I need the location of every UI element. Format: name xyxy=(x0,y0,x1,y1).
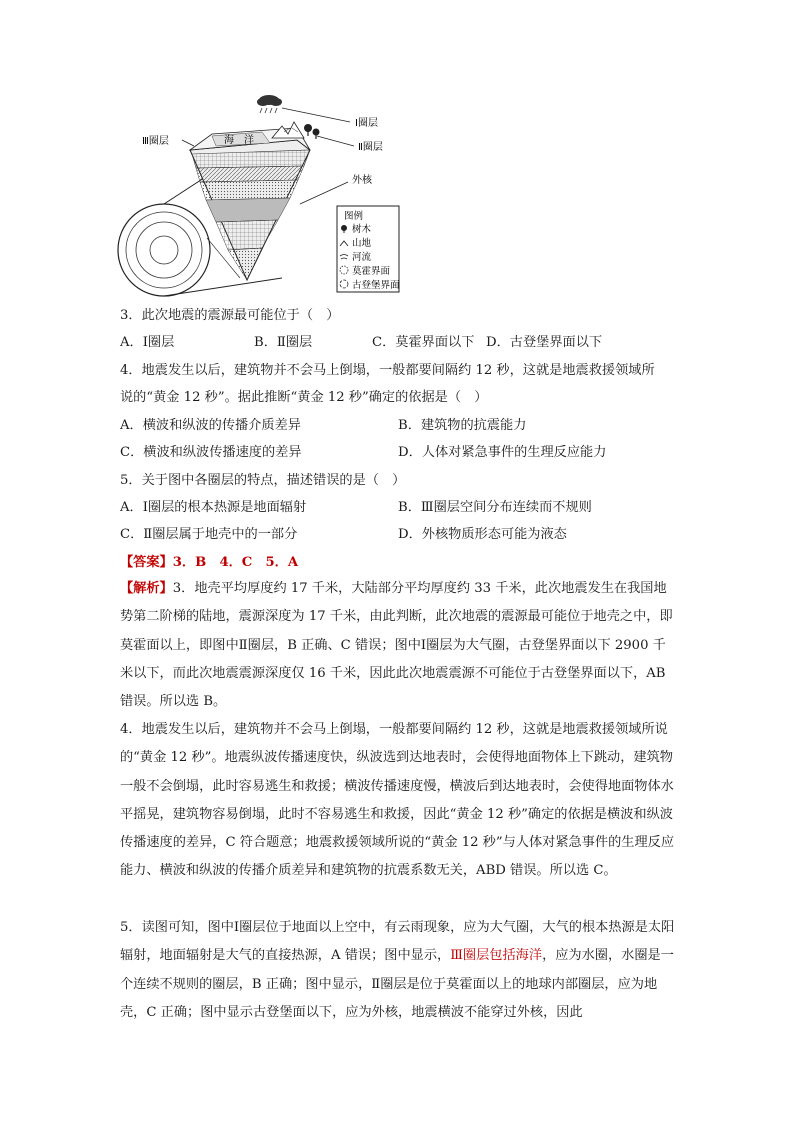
earth-structure-figure xyxy=(112,88,412,300)
q5-option-c: C．Ⅱ圈层属于地壳中的一部分 xyxy=(120,527,298,542)
question-4-stem-line1: 4．地震发生以后，建筑物并不会马上倒塌，一般都要间隔约 12 秒，这就是地震救援领域所 xyxy=(120,363,655,378)
q3-option-d: D．古登堡界面以下 xyxy=(486,335,603,350)
q5-option-b: B．Ⅲ圈层空间分布连续而不规则 xyxy=(398,500,592,515)
analysis-5-highlight: Ⅲ圈层包括海洋 xyxy=(450,948,543,964)
label-layer3: Ⅲ圈层 xyxy=(142,136,169,147)
legend-item-tree: 树木 xyxy=(352,224,372,235)
q5-option-d: D．外核物质形态可能为液态 xyxy=(398,527,567,542)
question-4-stem-line2: 说的“黄金 12 秒”。据此推断“黄金 12 秒”确定的依据是（ ） xyxy=(120,390,488,405)
answer-tag: 【答案】 xyxy=(120,555,173,570)
label-outer-core: 外核 xyxy=(352,175,372,186)
analysis-5-part1: 5．读图可知，图中Ⅰ圈层位于地面以上空中，有云雨现象，应为大气圈，大气的根本热源是太阳辐射，地面辐射是大气的直接热源，A 错误；图中显示， xyxy=(120,920,675,964)
label-layer2: Ⅱ圈层 xyxy=(358,142,383,153)
legend xyxy=(337,206,400,292)
q3-option-b: B．Ⅱ圈层 xyxy=(254,335,313,350)
q4-option-d: D．人体对紧急事件的生理反应能力 xyxy=(398,445,607,460)
analysis-tag: 【解析】 xyxy=(120,581,173,596)
cloud-icon xyxy=(257,95,282,113)
tree-icon xyxy=(304,124,320,139)
analysis-paragraph-5 xyxy=(120,914,676,1027)
analysis-paragraph-4: 4．地震发生以后，建筑物并不会马上倒塌，一般都要间隔约 12 秒，这就是地震救援领域所说的“黄金 12 秒”。地震纵波传播速度快，纵波选到达地表时，会使得地面物体上下跳动，建筑物一般不会倒塌，此时容易逃生和救援；横波传播速度慢，横波后到达地表时，会使得地面物体水平摇晃，建筑物容易倒塌，此时不容易逃生和救援，因此“黄金 12 秒”确定的依据是横波和纵波传播速度的差异，C 符合题意；地震救援领域所说的“黄金 12 秒”与人体对紧急事件的生理反应能力、横波和纵波的传播介质差异和建筑物的抗震系数无关，ABD 错误。所以选 C。 xyxy=(120,722,675,879)
analysis-5-part2: ，应为水圈，水圈是一个连续不规则的圈层，B 正确；图中显示，Ⅱ圈层是位于莫霍面以上的地球内部圈层，应为地壳，C 正确；图中显示古登堡面以下，应为外核，地震横波不能穿过外核，因此 xyxy=(120,948,674,1020)
q3-option-a: A．Ⅰ圈层 xyxy=(120,335,175,350)
analysis-3-text: 3．地壳平均厚度约 17 千米，大陆部分平均厚度约 33 千米，此次地震发生在我国地势第二阶梯的陆地，震源深度为 17 千米，由此判断，此次地震的震源最可能位于地壳之中，即莫霍面以上，即图中Ⅱ圈层，B 正确、C 错误；图中Ⅰ圈层为大气圈，古登堡界面以下 2900 千米以下，而此次地震震源深度仅 16 千米，因此此次地震震源不可能位于古登堡界面以下，AB 错误。所以选 B。 xyxy=(120,581,673,710)
legend-item-moho: 莫霍界面 xyxy=(352,266,391,277)
q4-option-c: C．横波和纵波传播速度的差异 xyxy=(120,445,302,460)
q4-option-b: B．建筑物的抗震能力 xyxy=(398,418,527,433)
label-ocean: 海 洋 xyxy=(224,135,254,146)
q5-option-a: A．Ⅰ圈层的根本热源是地面辐射 xyxy=(120,500,307,515)
q4-option-a: A．横波和纵波的传播介质差异 xyxy=(120,418,301,433)
q3-option-c: C．莫霍界面以下 xyxy=(372,335,475,350)
question-3-stem: 3．此次地震的震源最可能位于（ ） xyxy=(120,308,340,323)
legend-item-mountain: 山地 xyxy=(352,238,372,249)
answer-line xyxy=(120,553,298,573)
legend-item-gutenberg: 古登堡界面 xyxy=(352,280,400,291)
legend-title: 图例 xyxy=(344,211,364,222)
question-5-stem: 5．关于图中各圈层的特点，描述错误的是（ ） xyxy=(120,473,406,488)
label-layer1: Ⅰ圈层 xyxy=(355,118,378,129)
analysis-paragraph-3 xyxy=(120,575,676,716)
legend-item-river: 河流 xyxy=(352,252,372,263)
answer-text: 3．B 4．C 5．A xyxy=(172,555,299,570)
